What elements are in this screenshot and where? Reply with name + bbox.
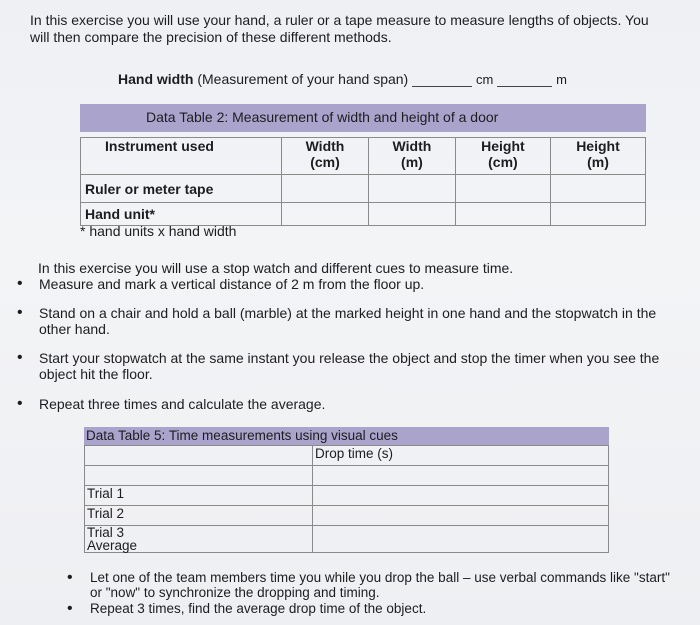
table-row	[81, 175, 646, 203]
table2-header-row	[81, 138, 646, 175]
list-item: • Repeat 3 times, find the average drop time of the object.	[67, 600, 427, 617]
bullet-icon: •	[17, 304, 23, 321]
data-cell[interactable]	[313, 466, 609, 486]
footnote: * hand units x hand width	[80, 223, 237, 239]
data-cell[interactable]	[282, 203, 369, 226]
table2-header-cell: Height (m)	[550, 138, 645, 175]
table2-header-cell: Height (cm)	[455, 138, 550, 175]
data-cell[interactable]	[313, 526, 609, 553]
bullet-icon: •	[17, 395, 23, 412]
bullet-icon: •	[17, 349, 23, 366]
data-cell[interactable]	[313, 486, 609, 506]
intro-paragraph: In this exercise you will use your hand, a ruler or a tape measure to measure lengths of objects. You will then compare the precision of these different methods.	[30, 12, 649, 45]
table2-header-cell: Width (m)	[368, 138, 455, 175]
table2-header-cell: Width (cm)	[282, 138, 369, 175]
table2	[80, 137, 646, 226]
spacer-cell	[85, 466, 313, 486]
data-cell[interactable]	[455, 203, 550, 226]
hand-width-cm-blank[interactable]	[412, 72, 472, 87]
table5-header-row	[85, 446, 609, 466]
data-cell[interactable]	[368, 203, 455, 226]
table5-title: Data Table 5: Time measurements using visual cues	[84, 427, 609, 445]
table-row	[85, 466, 609, 486]
table-row	[85, 526, 609, 553]
list-item: • Repeat three times and calculate the average.	[17, 395, 326, 412]
table5	[84, 445, 609, 553]
bullet-icon: •	[17, 275, 23, 292]
data-cell[interactable]	[313, 506, 609, 526]
row-label: Trial 3 Average	[85, 526, 313, 553]
hand-width-paren: (Measurement of your hand span)	[197, 71, 409, 87]
part2-intro: In this exercise you will use a stop watch and different cues to measure time.	[38, 260, 514, 276]
header-blank-cell	[85, 446, 313, 466]
row-label: Trial 2	[85, 506, 313, 526]
data-cell[interactable]	[550, 203, 645, 226]
list-item: • Measure and mark a vertical distance of 2 m from the floor up.	[17, 275, 425, 292]
unit-cm: cm	[476, 72, 494, 87]
row-label: Ruler or meter tape	[81, 175, 282, 203]
row-label: Trial 1	[85, 486, 313, 506]
hand-width-label: Hand width	[118, 71, 194, 87]
list-item: • Stand on a chair and hold a ball (marble) at the marked height in one hand and the stopwatch in the other hand.	[17, 304, 657, 337]
table2-title: Data Table 2: Measurement of width and height of a door	[80, 104, 646, 132]
data-cell[interactable]	[550, 175, 645, 203]
table2-header-cell: Instrument used	[81, 138, 282, 175]
data-cell[interactable]	[455, 175, 550, 203]
list-item: • Let one of the team members time you while you drop the ball – use verbal commands like "start" or "now" to synchronize the dropping and timing.	[67, 569, 670, 600]
unit-m: m	[556, 72, 567, 87]
data-cell[interactable]	[282, 175, 369, 203]
table-row	[85, 486, 609, 506]
drop-time-header: Drop time (s)	[313, 446, 609, 466]
row-label: Hand unit*	[81, 203, 282, 226]
bullet-icon: •	[67, 569, 73, 586]
hand-width-m-blank[interactable]	[497, 72, 552, 87]
bullet-icon: •	[67, 600, 73, 617]
list-item: • Start your stopwatch at the same instant you release the object and stop the timer when you see the object hit the floor.	[17, 349, 660, 382]
hand-width-line	[118, 71, 567, 87]
data-cell[interactable]	[368, 175, 455, 203]
table-row	[85, 506, 609, 526]
